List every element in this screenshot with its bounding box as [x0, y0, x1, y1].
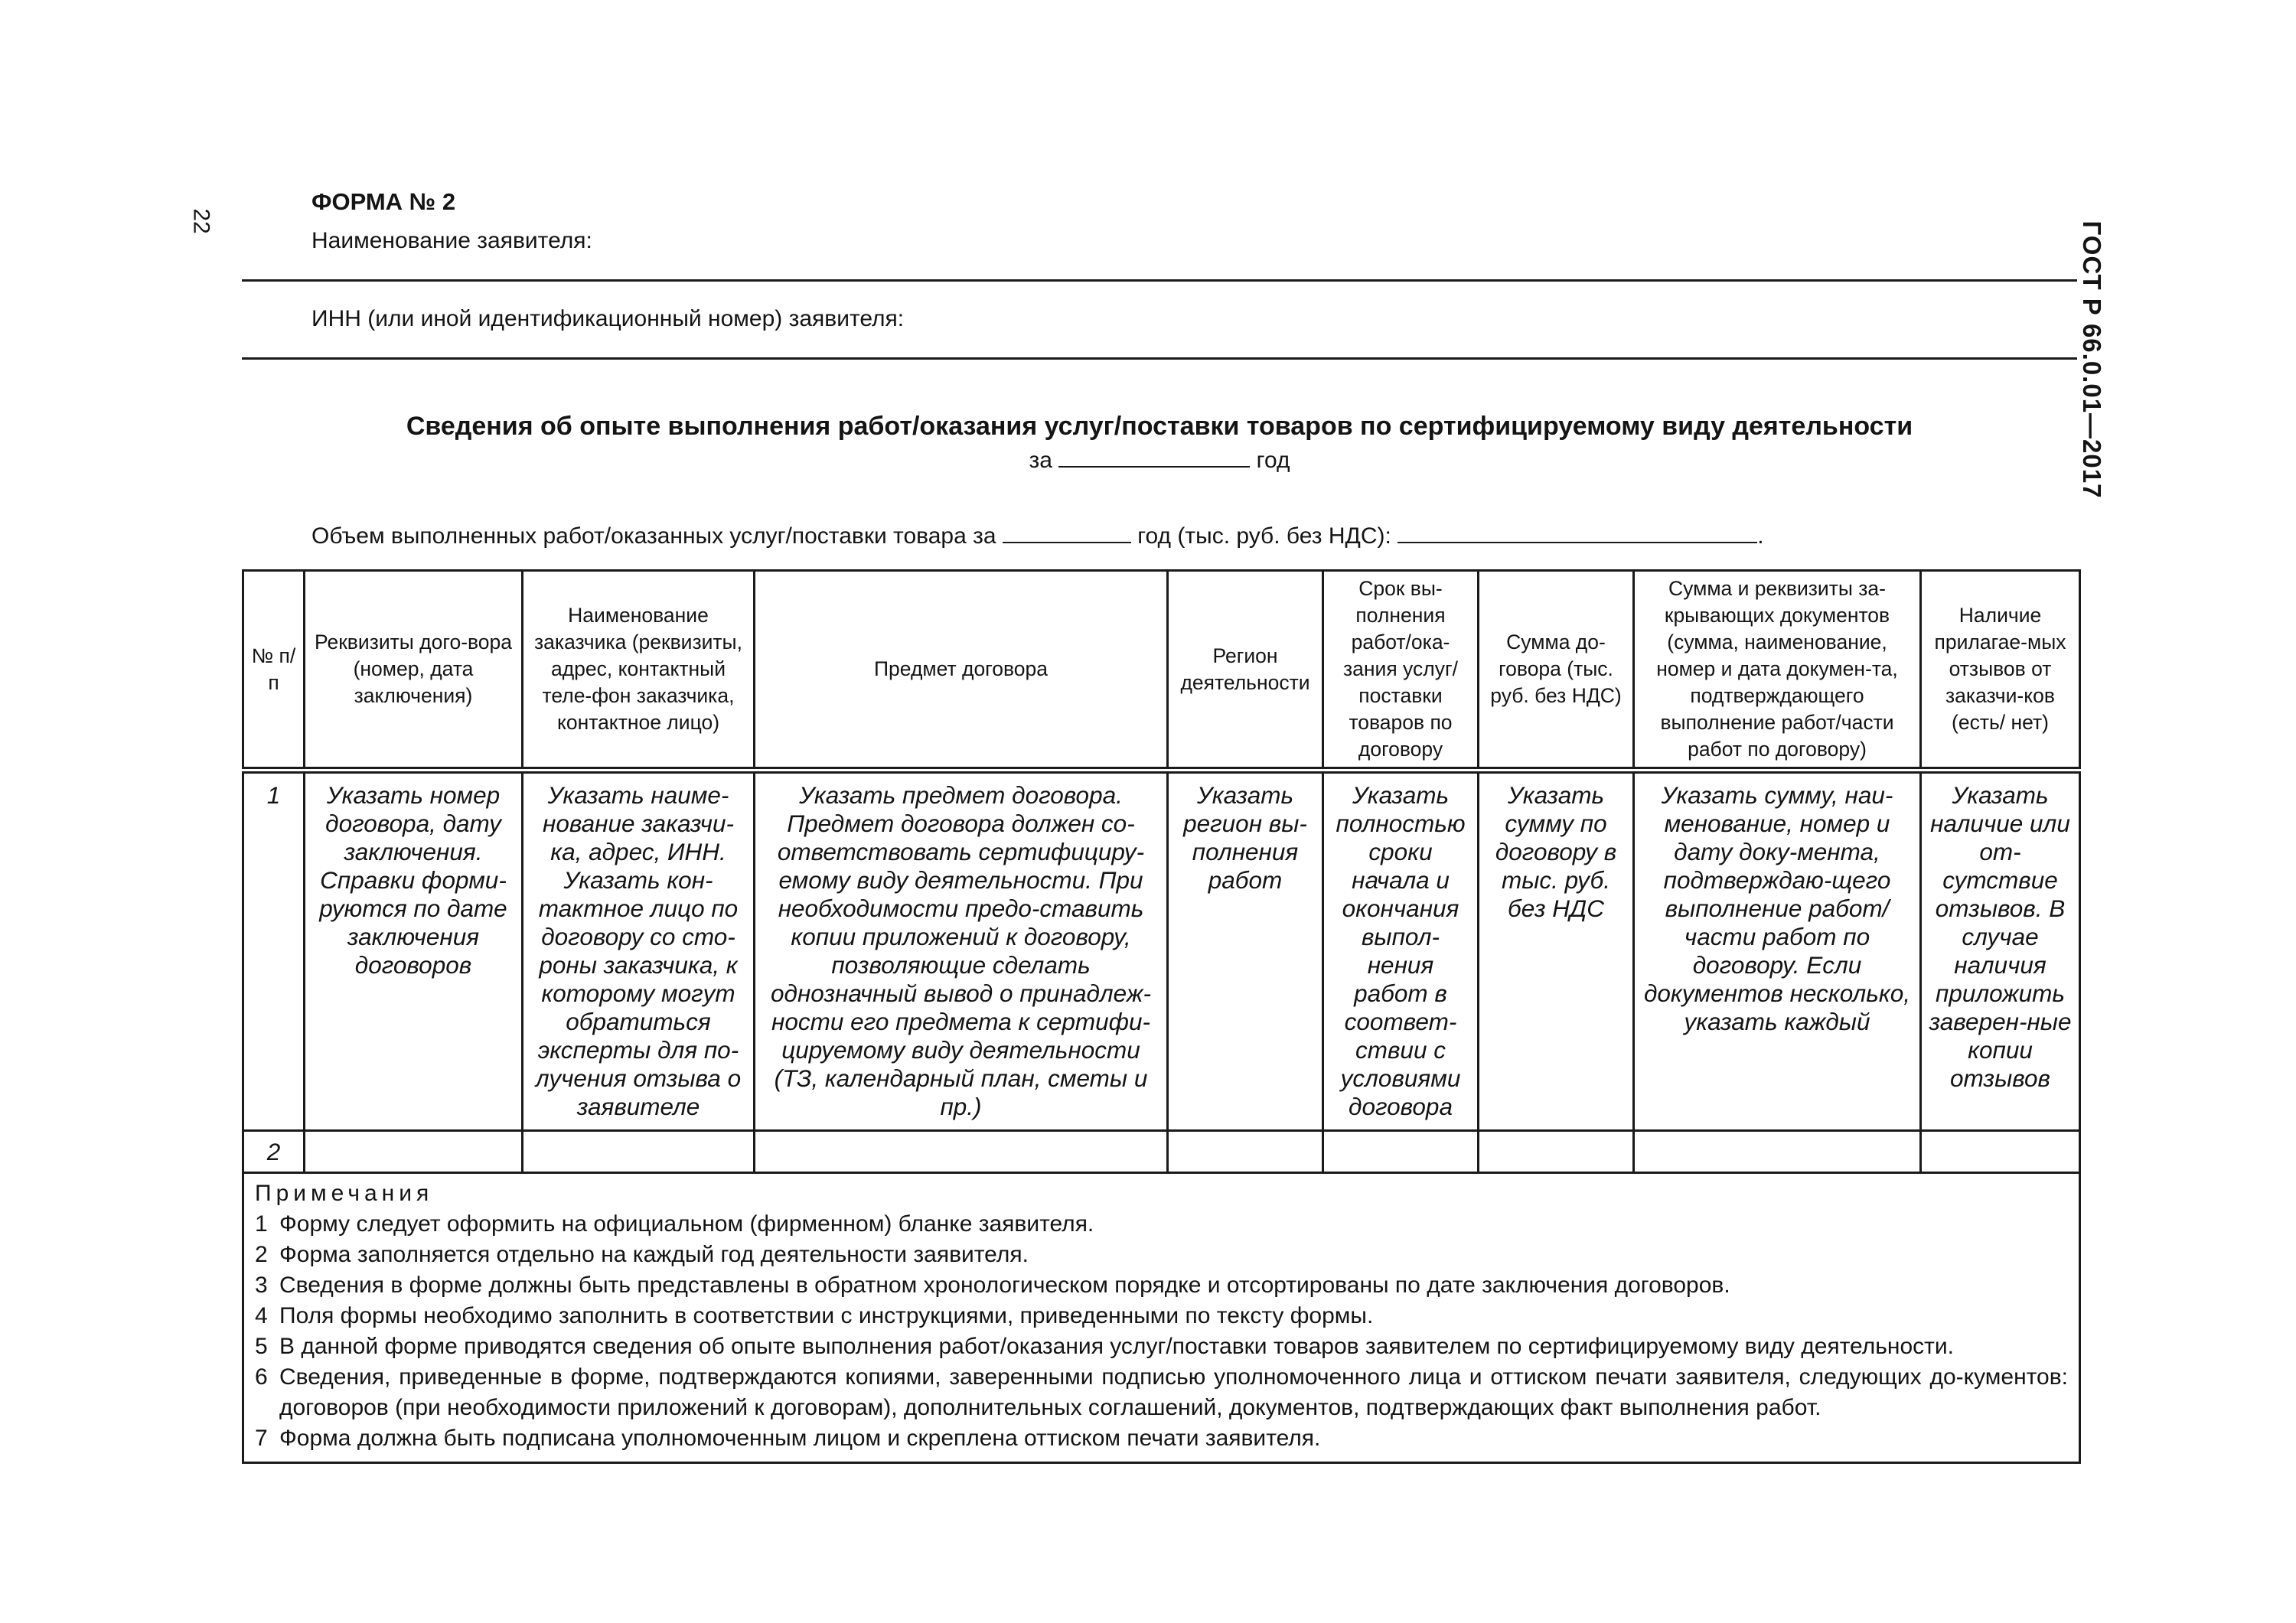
- table-cell: [1168, 1131, 1323, 1173]
- standard-code: ГОСТ Р 66.0.01—2017: [2078, 220, 2106, 499]
- experience-table: [242, 569, 2081, 1464]
- table-cell: Указать полностью сроки начала и окончания выпол-нения работ в соответ-ствии с условиями договора: [1323, 771, 1479, 1131]
- header-cell: Предмет договора: [755, 571, 1168, 771]
- header-cell: Сумма до-говора (тыс. руб. без НДС): [1479, 571, 1634, 771]
- table-cell: [523, 1131, 755, 1173]
- year-suffix: год: [1256, 448, 1290, 473]
- volume-text-2: год (тыс. руб. без НДС):: [1137, 523, 1391, 549]
- header-cell: № п/п: [243, 571, 305, 771]
- form-title: ФОРМА № 2: [311, 188, 456, 215]
- inn-line: [242, 357, 2077, 360]
- note-text: Сведения в форме должны быть представлены в обратном хронологическом порядке и отсортированы по дате заключения договоров.: [279, 1273, 1730, 1298]
- note-text: В данной форме приводятся сведения об опыте выполнения работ/оказания услуг/поставки товаров заявителем по сертифицируемому виду деятельности.: [279, 1334, 1954, 1359]
- note-text: Сведения, приведенные в форме, подтверждаются копиями, заверенными подписью уполномоченного лица и оттиском печати заявителя, следующих до-кументов: договоров (при необходимости приложений к договорам), дополнительных соглашений, документов, подтверждающих факт выполнения работ.: [279, 1364, 2068, 1420]
- note-number: 6: [255, 1364, 268, 1390]
- table-cell: Указать наличие или от-сутствие отзывов. В случае наличия приложить заверен-ные копии отзывов: [1921, 771, 2080, 1131]
- applicant-name-line: [242, 279, 2077, 282]
- table-row: [243, 1131, 2080, 1173]
- note-item: [255, 1362, 2068, 1423]
- volume-amount-blank: [1397, 522, 1757, 543]
- notes-cell: [243, 1173, 2080, 1463]
- table-cell: Указать регион вы-полнения работ: [1168, 771, 1323, 1131]
- table-row: [243, 771, 2080, 1131]
- table-cell: Указать предмет договора. Предмет договора должен со-ответствовать сертифициру-емому виду деятельности. При необходимости предо-ставить копии приложений к договору, позволяющие сделать однозначный вывод о принадлеж-ности его предмета к сертифи-цируемому виду деятельности (ТЗ, календарный план, сметы и пр.): [755, 771, 1168, 1131]
- table-cell: [305, 1131, 523, 1173]
- note-text: Форму следует оформить на официальном (фирменном) бланке заявителя.: [279, 1211, 1094, 1237]
- volume-year-blank: [1003, 522, 1131, 543]
- header-cell: Срок вы-полнения работ/ока-зания услуг/ поставки товаров по договору: [1323, 571, 1479, 771]
- table-cell: [1323, 1131, 1479, 1173]
- notes-title: Примечания: [255, 1181, 434, 1206]
- table-cell: Указать наиме-нование заказчи-ка, адрес, ИНН. Указать кон-тактное лицо по договору со сто-роны заказчика, к которому могут обратиться эксперты для по-лучения отзыва о заявителе: [523, 771, 755, 1131]
- note-number: 7: [255, 1426, 268, 1451]
- note-item: [255, 1240, 2068, 1270]
- year-blank: [1058, 446, 1250, 468]
- note-item: [255, 1270, 2068, 1301]
- page-number: 22: [188, 208, 214, 234]
- volume-text-1: Объем выполненных работ/оказанных услуг/поставки товара за: [311, 523, 996, 549]
- note-text: Форма должна быть подписана уполномоченным лицом и скреплена оттиском печати заявителя.: [279, 1426, 1321, 1451]
- header-cell: Реквизиты дого-вора (номер, дата заключения): [305, 571, 523, 771]
- table-cell: [1921, 1131, 2080, 1173]
- note-item: [255, 1301, 2068, 1331]
- note-item: [255, 1331, 2068, 1362]
- table-cell: Указать сумму, наи-менование, номер и дату доку-мента, подтверждаю-щего выполнение работ/части работ по договору. Если документов несколько, указать каждый: [1634, 771, 1921, 1131]
- note-number: 3: [255, 1273, 268, 1298]
- document-title: Сведения об опыте выполнения работ/оказания услуг/поставки товаров по сертифицируемому виду деятельности: [406, 412, 1913, 441]
- header-cell: Наличие прилагае-мых отзывов от заказчи-ков (есть/ нет): [1921, 571, 2080, 771]
- table-header-row: [243, 571, 2080, 771]
- table-cell: [1634, 1131, 1921, 1173]
- row-number: 1: [243, 771, 305, 1131]
- year-line: [242, 446, 2077, 474]
- year-prefix: за: [1029, 448, 1052, 473]
- volume-line: [311, 522, 1764, 549]
- note-text: Поля формы необходимо заполнить в соответствии с инструкциями, приведенными по тексту формы.: [279, 1303, 1374, 1328]
- header-cell: Сумма и реквизиты за-крывающих документов (сумма, наименование, номер и дата докумен-та, подтверждающего выполнение работ/части работ по договору): [1634, 571, 1921, 771]
- table-cell: Указать номер договора, дату заключения. Справки форми-руются по дате заключения договоров: [305, 771, 523, 1131]
- note-item: [255, 1423, 2068, 1454]
- row-number: 2: [243, 1131, 305, 1173]
- table-cell: [755, 1131, 1168, 1173]
- table-cell: [1479, 1131, 1634, 1173]
- note-number: 4: [255, 1303, 268, 1328]
- applicant-name-label: Наименование заявителя:: [311, 228, 592, 253]
- note-text: Форма заполняется отдельно на каждый год деятельности заявителя.: [279, 1242, 1029, 1267]
- note-number: 1: [255, 1211, 268, 1237]
- note-number: 2: [255, 1242, 268, 1267]
- table-cell: Указать сумму по договору в тыс. руб. без НДС: [1479, 771, 1634, 1131]
- inn-label: ИНН (или иной идентификационный номер) заявителя:: [311, 306, 905, 331]
- notes-row: [243, 1173, 2080, 1463]
- volume-text-3: .: [1757, 523, 1764, 549]
- header-cell: Наименование заказчика (реквизиты, адрес, контактный теле-фон заказчика, контактное лицо): [523, 571, 755, 771]
- note-item: [255, 1209, 2068, 1240]
- note-number: 5: [255, 1334, 268, 1359]
- header-cell: Регион деятельности: [1168, 571, 1323, 771]
